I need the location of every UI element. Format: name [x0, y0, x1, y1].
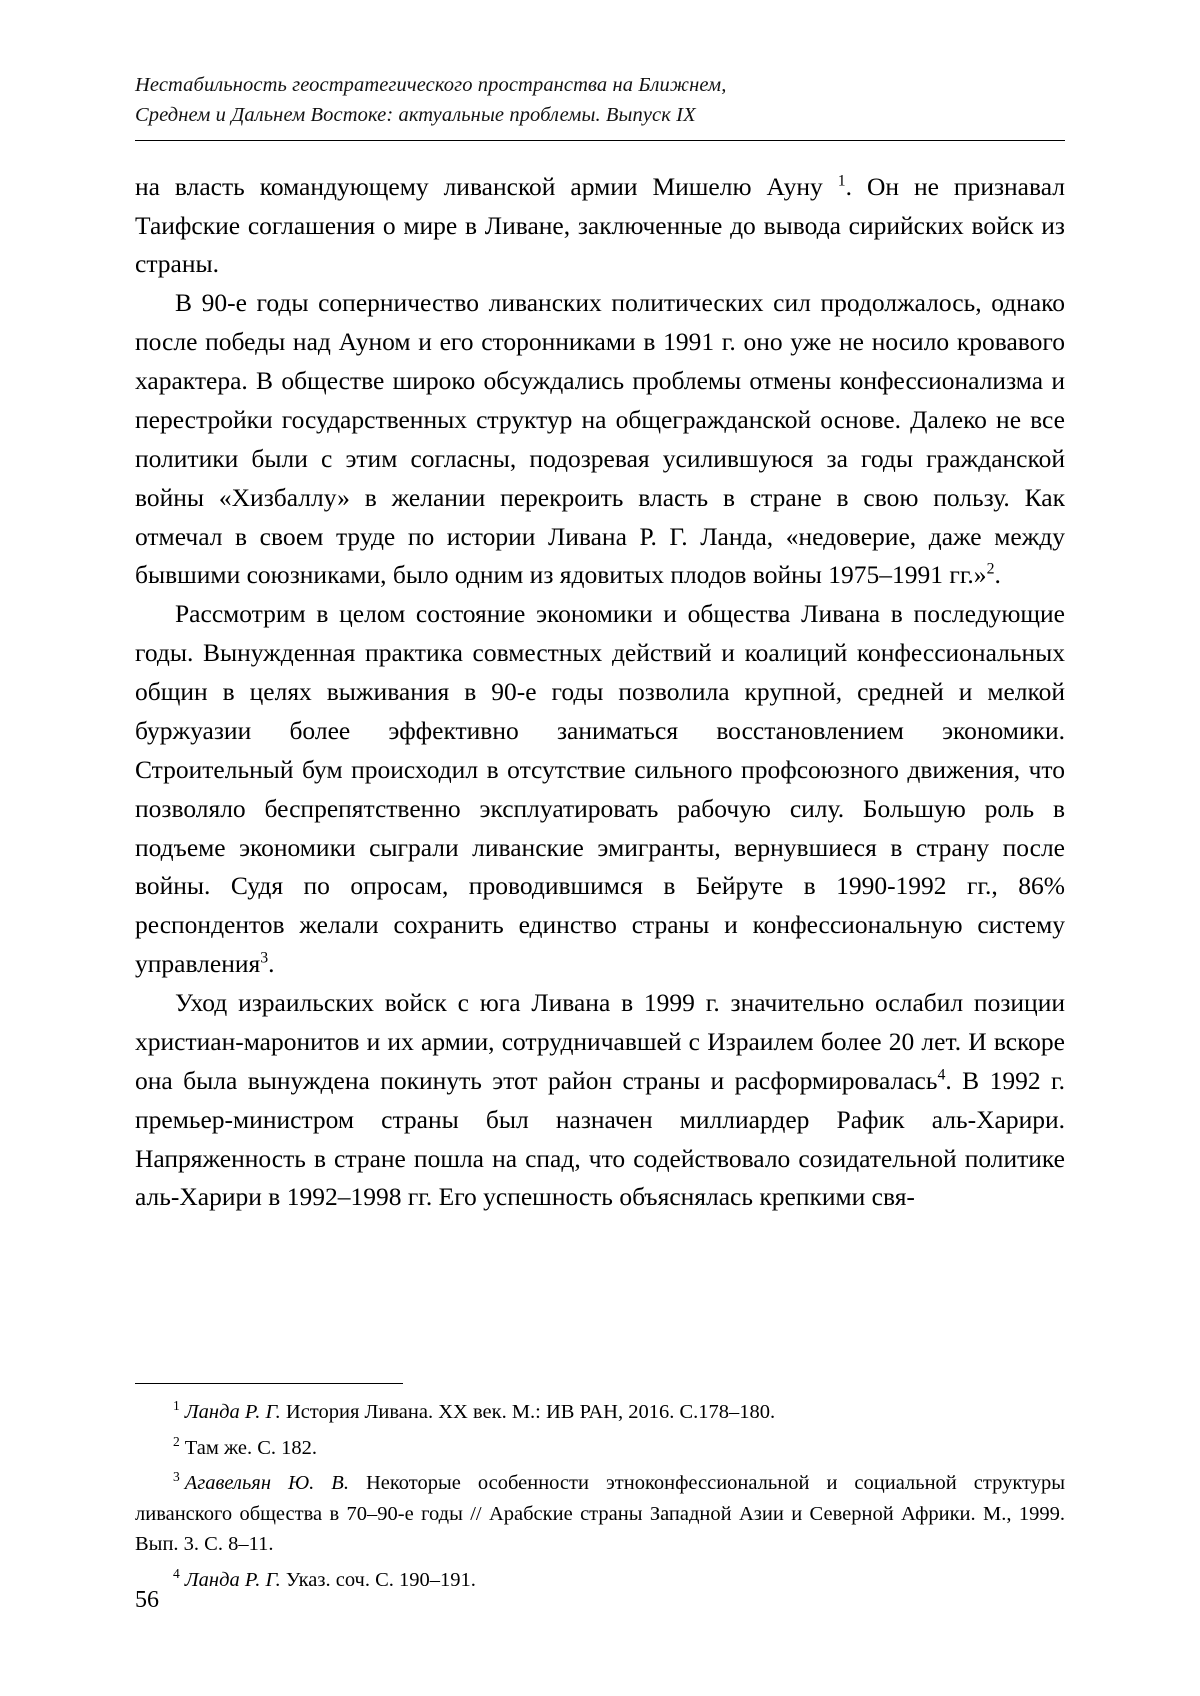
paragraph-2-text-b: .	[994, 560, 1001, 590]
paragraph-1-text-b: . Он не признавал Таифские соглашения о мире в Ливане, заключенные до вывода сирийских войск из страны.	[135, 171, 1065, 279]
page-number: 56	[135, 1587, 159, 1613]
running-head	[135, 70, 1065, 131]
footnote-ref-3[interactable]: 3	[260, 949, 269, 967]
footnote-ref-2[interactable]: 2	[986, 560, 995, 578]
footnote-item	[135, 1397, 1065, 1428]
page-content	[135, 70, 1065, 1217]
footnote-author: Ланда Р. Г.	[184, 1568, 281, 1591]
paragraph-4-text-a: Уход израильских войск с юга Ливана в 1999 г. значительно ослабил позиции христиан-маронитов и их армии, сотрудничавшей с Израилем более 20 лет. И вскоре она была вынуждена покинуть этот район страны и расформировалась	[135, 988, 1065, 1095]
footnote-ref-1[interactable]: 1	[837, 172, 846, 190]
footnote-ref-4[interactable]: 4	[937, 1066, 946, 1084]
footnote-item	[135, 1468, 1065, 1560]
paragraph-3	[135, 595, 1065, 984]
paragraph-4	[135, 984, 1065, 1217]
footnote-marker: 3	[173, 1469, 180, 1485]
footnote-marker: 4	[173, 1565, 180, 1581]
paragraph-3-text-a: Рассмотрим в целом состояние экономики и общества Ливана в последующие годы. Вынужденная практика совместных действий и коалиций конфессиональных общин в целях выживания в 90-е годы позволила крупной, средней и мелкой буржуазии более эффективно заниматься восстановлением экономики. Строительный бум происходил в отсутствие сильного профсоюзного движения, что позволяло беспрепятственно эксплуатировать рабочую силу. Большую роль в подъеме экономики сыграли ливанские эмигранты, вернувшиеся в страну после войны. Судя по опросам, проводившимся в Бейруте в 1990-1992 гг., 86% респондентов желали сохранить единство страны и конфессиональную систему управления	[135, 599, 1065, 979]
footnote-author: Агавельян Ю. В.	[184, 1472, 349, 1495]
footnote-text: Некоторые особенности этноконфессиональной и социальной структуры ливанского общества в 70–90-е годы // Арабские страны Западной Азии и Северной Африки. М., 1999. Вып. 3. С. 8–11.	[135, 1472, 1065, 1556]
paragraph-1	[135, 168, 1065, 285]
footnote-text: Указ. соч. С. 190–191.	[280, 1568, 476, 1591]
paragraph-2	[135, 284, 1065, 595]
footnote-author: Ланда Р. Г.	[184, 1401, 281, 1423]
footnote-item	[135, 1433, 1065, 1464]
paragraph-1-text-a: на власть командующему ливанской армии Мишелю Ауну	[135, 171, 838, 201]
footnote-text: Там же. С. 182.	[184, 1436, 318, 1459]
footnote-marker: 1	[173, 1398, 180, 1414]
footnote-item	[135, 1565, 1065, 1596]
paragraph-3-text-b: .	[268, 949, 275, 979]
running-head-line-1: Нестабильность геостратегического пространства на Ближнем,	[135, 74, 727, 96]
header-divider	[135, 140, 1065, 141]
footnotes-section	[135, 1383, 1065, 1600]
footnote-divider	[135, 1383, 403, 1384]
footnote-text: История Ливана. XX век. М.: ИВ РАН, 2016. С.178–180.	[280, 1401, 776, 1423]
paragraph-2-text-a: В 90-е годы соперничество ливанских политических сил продолжалось, однако после победы над Ауном и его сторонниками в 1991 г. оно уже не носило кровавого характера. В обществе широко обсуждались проблемы отмены конфессионализма и перестройки государственных структур на общегражданской основе. Далеко не все политики были с этим согласны, подозревая усилившуюся за годы гражданской войны «Хизбаллу» в желании перекроить власть в стране в свою пользу. Как отмечал в своем труде по истории Ливана Р. Г. Ланда, «недоверие, даже между бывшими союзниками, было одним из ядовитых плодов войны 1975–1991 гг.»	[135, 288, 1065, 590]
body-text	[135, 168, 1065, 1218]
running-head-line-2: Среднем и Дальнем Востоке: актуальные проблемы. Выпуск IX	[135, 104, 696, 127]
paragraph-4-text-b: . В 1992 г. премьер-министром страны был назначен миллиардер Рафик аль-Харири. Напряженность в стране пошла на спад, что содействовало созидательной политике аль-Харири в 1992–1998 гг. Его успешность объяснялась крепкими свя-	[135, 1065, 1065, 1212]
footnote-marker: 2	[173, 1433, 180, 1449]
